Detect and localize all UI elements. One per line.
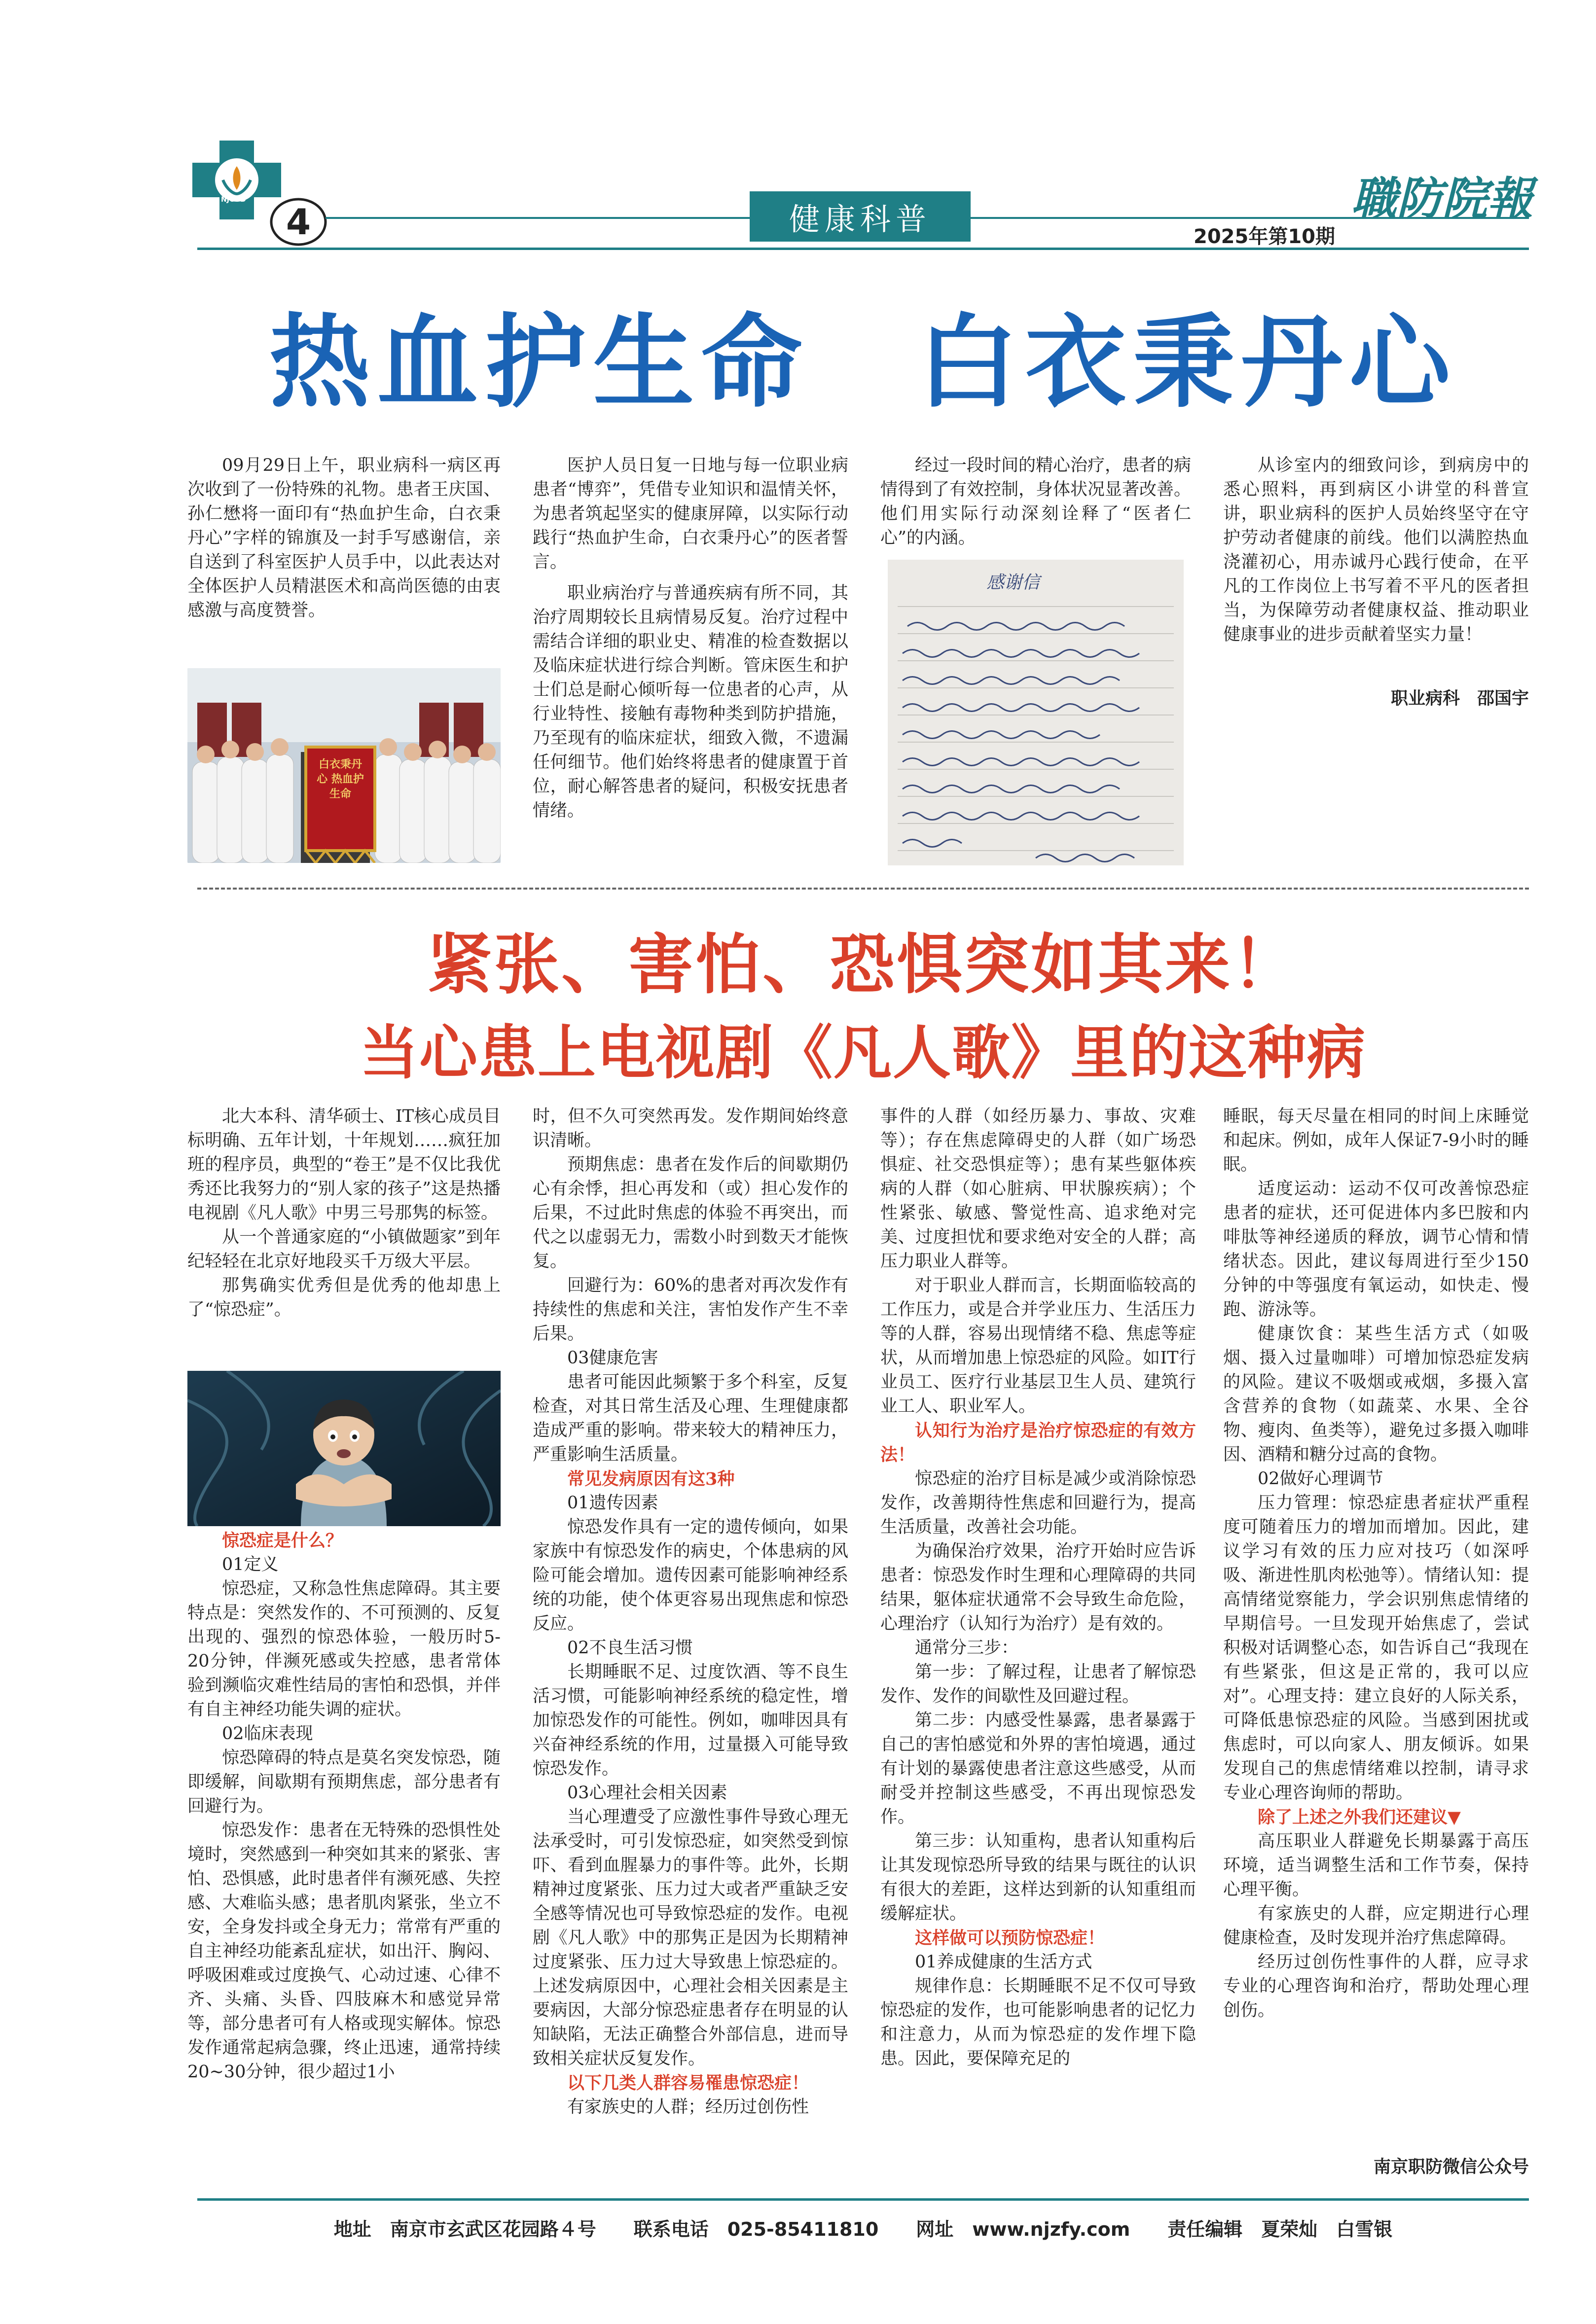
article2-col3-para-5: 通常分三步： [915, 1638, 1019, 1658]
article2-col2-para-10: 03心理社会相关因素 [567, 1783, 727, 1803]
article2-col4 [1223, 1105, 1529, 2023]
article2-col3-para-4: 为确保治疗效果，治疗开始时应告诉患者：惊恐发作时生理和心理障碍的共同结果，躯体症状通常不会导致生命危险，心理治疗（认知行为治疗）是有效的。 [880, 1541, 1196, 1634]
article2-col2-para-1: 预期焦虑：患者在发作后的间歇期仍心有余悸，担心再发和（或）担心发作的后果，不过此时焦虑的体验不再突出，而代之以虚弱无力，需数小时到数天才能恢复。 [533, 1155, 848, 1271]
article2-col3-para-0: 事件的人群（如经历暴力、事故、灾难等）；存在焦虑障碍史的人群（如广场恐惧症、社交恐惧症等）；患有某些躯体疾病的人群（如心脏病、甲状腺疾病）；个性紧张、敏感、警觉性高、追求绝对完美、过度担忧和要求绝对安全的人群；高压力职业人群等。 [880, 1107, 1196, 1271]
article1-col2-p2: 职业病治疗与普通疾病有所不同，其治疗周期较长且病情易反复。治疗过程中需结合详细的职业史、精准的检查数据以及临床症状进行综合判断。管床医生和护士们总是耐心倾听每一位患者的心声，从行业特性、接触有毒物种类到防护措施，乃至现有的临床症状，细致入微，不遗漏任何细节。他们始终将患者的健康置于首位，耐心解答患者的疑问，积极安抚患者情绪。 [533, 583, 848, 821]
article2-col2-para-6: 01遗传因素 [567, 1493, 658, 1513]
issue-number: 2025年第10期 [1194, 225, 1335, 248]
section-label: 健康科普 [750, 191, 971, 242]
article2-col2-para-0: 时，但不久可突然再发。发作期间始终意识清晰。 [533, 1107, 848, 1150]
article2-title-line2: 当心患上电视剧《凡人歌》里的这种病 [360, 1019, 1366, 1087]
article2-col4-para-8: 经历过创伤性事件的人群，应寻求专业的心理咨询和治疗，帮助处理心理创伤。 [1223, 1952, 1529, 2020]
article1-signature: 职业病科 邵国宇 [1390, 688, 1529, 709]
article2-col2-para-2: 回避行为：60%的患者对再次发作有持续性的焦虑和关注，害怕发作产生不幸后果。 [533, 1276, 848, 1344]
article2-col1b-para-3: 02临床表现 [222, 1724, 313, 1744]
article2-col1-para-0: 北大本科、清华硕士、IT核心成员目标明确、五年计划，十年规划……疯狂加班的程序员，典型的“卷王”是不仅比我优秀还比我努力的“别人家的孩子”这是热播电视剧《凡人歌》中男三号那隽的标签。 [187, 1107, 501, 1223]
article2-col1-para-1: 从一个普通家庭的“小镇做题家”到年纪轻轻在北京好地段买千万级大平层。 [187, 1227, 501, 1271]
article2-col3-para-1: 对于职业人群而言，长期面临较高的工作压力，或是合并学业压力、生活压力等的人群，容易出现情绪不稳、焦虑等症状，从而增加患上惊恐症的风险。如IT行业员工、医疗行业基层卫生人员、建筑行业工人、职业军人。 [880, 1276, 1196, 1416]
article2-col3-para-8: 第三步：认知重构，患者认知重构后让其发现惊恐所导致的结果与既往的认识有很大的差距，这样达到新的认知重组而缓解症状。 [880, 1831, 1196, 1924]
thank-you-letter-image [888, 560, 1184, 865]
masthead: 職防院報 [1351, 172, 1533, 225]
article2-col2-para-8: 02不良生活习惯 [567, 1638, 693, 1658]
hospital-logo [192, 141, 281, 219]
article2-col1-para-2: 那隽确实优秀但是优秀的他却患上了“惊恐症”。 [187, 1276, 501, 1320]
page-number-badge [269, 197, 328, 247]
article1-col3-p1: 经过一段时间的精心治疗，患者的病情得到了有效控制，身体状况显著改善。他们用实际行动深刻诠释了“医者仁心”的内涵。 [880, 456, 1192, 548]
article2-col2-para-13: 有家族史的人群；经历过创伤性 [567, 2097, 809, 2117]
article2-col4-para-5: 除了上述之外我们还建议▼ [1258, 1807, 1461, 1827]
article2-col3-para-7: 第二步：内感受性暴露，患者暴露于自己的害怕感觉和外界的害怕境遇，通过有计划的暴露使患者注意这些感受，从而耐受并控制这些感受，不再出现惊恐发作。 [880, 1711, 1196, 1827]
article2-col2-para-11: 当心理遭受了应激性事件导致心理无法承受时，可引发惊恐症，如突然受到惊吓、看到血腥暴力的事件等。此外，长期精神过度紧张、压力过大或者严重缺乏安全感等情况也可导致惊恐症的发作。电视剧《凡人歌》中的那隽正是因为长期精神过度紧张、压力过大导致患上惊恐症的。上述发病原因中，心理社会相关因素是主要病因，大部分惊恐症患者存在明显的认知缺陷，无法正确整合外部信息，进而导致相关症状反复发作。 [533, 1807, 848, 2069]
logo-text: NJCOD [221, 196, 246, 204]
article2-col2-para-7: 惊恐发作具有一定的遗传倾向，如果家族中有惊恐发作的病史，个体患病的风险可能会增加。遗传因素可能影响神经系统的功能，使个体更容易出现焦虑和惊恐反应。 [533, 1517, 848, 1634]
article2-col4-para-1: 适度运动：运动不仅可改善惊恐症患者的症状，还可促进体内多巴胺和内啡肽等神经递质的释放，调节心情和情绪状态。因此，建议每周进行至少150分钟的中等强度有氧运动，如快走、慢跑、游泳等。 [1223, 1179, 1529, 1320]
article2-col1b-para-1: 01定义 [222, 1555, 279, 1574]
article2-col2-para-4: 患者可能因此频繁于多个科室，反复检查，对其日常生活及心理、生理健康都造成严重的影响。带来较大的精神压力，严重影响生活质量。 [533, 1372, 848, 1465]
article2-col1b-para-4: 惊恐障碍的特点是莫名突发惊恐，随即缓解，间歇期有预期焦虑，部分患者有回避行为。 [187, 1748, 501, 1816]
banner-text: 白衣秉丹心 热血护生命 [317, 758, 364, 800]
article2-col2-para-5: 常见发病原因有这3种 [567, 1469, 735, 1489]
article2-col3-para-10: 01养成健康的生活方式 [915, 1952, 1092, 1972]
article2-signature: 南京职防微信公众号 [1373, 2157, 1529, 2177]
article2-col1b-para-2: 惊恐症，又称急性焦虑障碍。其主要特点是：突然发作的、不可预测的、反复出现的、强烈的惊恐体验，一般历时5-20分钟，伴濒死感或失控感，患者常体验到濒临灾难性结局的害怕和恐惧，并伴有自主神经功能失调的症状。 [187, 1579, 501, 1719]
footer-rule [197, 2198, 1529, 2201]
article2-col1b-para-0: 惊恐症是什么？ [222, 1531, 343, 1551]
letter-heading: 感谢信 [986, 572, 1040, 593]
article2-col2-para-9: 长期睡眠不足、过度饮酒、等不良生活习惯，可能影响神经系统的稳定性，增加惊恐发作的可能性。例如，咖啡因具有兴奋神经系统的作用，过量摄入可能导致惊恐发作。 [533, 1662, 848, 1779]
panic-illustration [187, 1371, 501, 1526]
article2-title-line1: 紧张、害怕、恐惧突如其来！ [427, 927, 1299, 1003]
article2-col3-para-6: 第一步：了解过程，让患者了解惊恐发作、发作的间歇性及回避过程。 [880, 1662, 1196, 1706]
article2-col2-para-3: 03健康危害 [567, 1348, 658, 1368]
article1-col2 [533, 454, 848, 823]
article1-col1-p1: 09月29日上午，职业病科一病区再次收到了一份特殊的礼物。患者王庆国、孙仁懋将一面印有“热血护生命，白衣秉丹心”字样的锦旗及一封手写感谢信，亲自送到了科室医护人员手中，以此表达对全体医护人员精湛医术和高尚医德的由衷感激与高度赞誉。 [187, 456, 501, 620]
article2-col2-para-12: 以下几类人群容易罹患惊恐症！ [567, 2073, 809, 2093]
section-divider [197, 888, 1529, 890]
group-photo [187, 668, 501, 863]
article2-col3 [880, 1105, 1196, 2071]
article2-signature-wrap [1223, 2155, 1529, 2179]
article1-col1 [187, 454, 501, 623]
article1-col4 [1223, 454, 1529, 711]
article2-col4-para-4: 压力管理：惊恐症患者症状严重程度可随着压力的增加而增加。因此，建议学习有效的压力应对技巧（如深呼吸、渐进性肌肉松弛等）。情绪认知：提高情绪觉察能力，学会识别焦虑情绪的早期信号。一旦发现开始焦虑了，尝试积极对话调整心态，如告诉自己“我现在有些紧张，但这是正常的，我可以应对”。心理支持：建立良好的人际关系，可降低患惊恐症的风险。当感到困扰或焦虑时，可以向家人、朋友倾诉。如果发现自己的焦虑情绪难以控制，请寻求专业心理咨询师的帮助。 [1223, 1493, 1529, 1803]
article2-col3-para-9: 这样做可以预防惊恐症！ [915, 1928, 1105, 1948]
article2-col2 [533, 1105, 848, 2119]
article2-col4-para-7: 有家族史的人群，应定期进行心理健康检查，及时发现并治疗焦虑障碍。 [1223, 1904, 1529, 1948]
article1-col2-p1: 医护人员日复一日地与每一位职业病患者“博弈”，凭借专业知识和温情关怀，为患者筑起坚实的健康屏障，以实际行动践行“热血护生命，白衣秉丹心”的医者誓言。 [533, 456, 848, 572]
article2-col1 [187, 1105, 501, 1322]
article1-title: 热血护生命 白衣秉丹心 [269, 304, 1457, 422]
article2-col3-para-11: 规律作息：长期睡眠不足不仅可导致惊恐症的发作，也可能影响患者的记忆力和注意力，从而为惊恐症的发作埋下隐患。因此，要保障充足的 [880, 1976, 1196, 2069]
page-number: 4 [286, 201, 311, 243]
article1-col4-p1: 从诊室内的细致问诊，到病房中的悉心照料，再到病区小讲堂的科普宣讲，职业病科的医护人员始终坚守在守护劳动者健康的前线。他们以满腔热血浇灌初心，用赤诚丹心践行使命，在平凡的工作岗位上书写着不平凡的医者担当，为保障劳动者健康权益、推动职业健康事业的进步贡献着坚实力量！ [1223, 456, 1529, 644]
article2-col1b-para-5: 惊恐发作：患者在无特殊的恐惧性处境时，突然感到一种突如其来的紧张、害怕、恐惧感，此时患者伴有濒死感、失控感、大难临头感；患者肌肉紧张，坐立不安，全身发抖或全身无力；常常有严重的自主神经功能紊乱症状，如出汗、胸闷、呼吸困难或过度换气、心动过速、心律不齐、头痛、头昏、四肢麻木和感觉异常等，部分患者可有人格或现实解体。惊恐发作通常起病急骤，终止迅速，通常持续20~30分钟，很少超过1小 [187, 1821, 501, 2082]
article1-col3 [880, 454, 1191, 550]
article2-col4-para-0: 睡眠，每天尽量在相同的时间上床睡觉和起床。例如，成年人保证7-9小时的睡眠。 [1223, 1107, 1529, 1175]
article2-col3-para-2: 认知行为治疗是治疗惊恐症的有效方法！ [880, 1421, 1196, 1465]
article2-col4-para-2: 健康饮食：某些生活方式（如吸烟、摄入过量咖啡）可增加惊恐症发病的风险。建议不吸烟或戒烟，多摄入富含营养的食物（如蔬菜、水果、全谷物、瘦肉、鱼类等），避免过多摄入咖啡因、酒精和糖分过高的食物。 [1223, 1324, 1529, 1465]
article2-col4-para-3: 02做好心理调节 [1258, 1469, 1383, 1489]
footer-info: 地址 南京市玄武区花园路４号 联系电话 025-85411810 网址 www.njzfy.com 责任编辑 夏荣灿 白雪银 [333, 2218, 1393, 2240]
article2-col3-para-3: 惊恐症的治疗目标是减少或消除惊恐发作，改善期待性焦虑和回避行为，提高生活质量，改善社会功能。 [880, 1469, 1196, 1537]
article2-col4-para-6: 高压职业人群避免长期暴露于高压环境，适当调整生活和工作节奏，保持心理平衡。 [1223, 1831, 1529, 1899]
article2-col1-continued [187, 1529, 501, 2084]
